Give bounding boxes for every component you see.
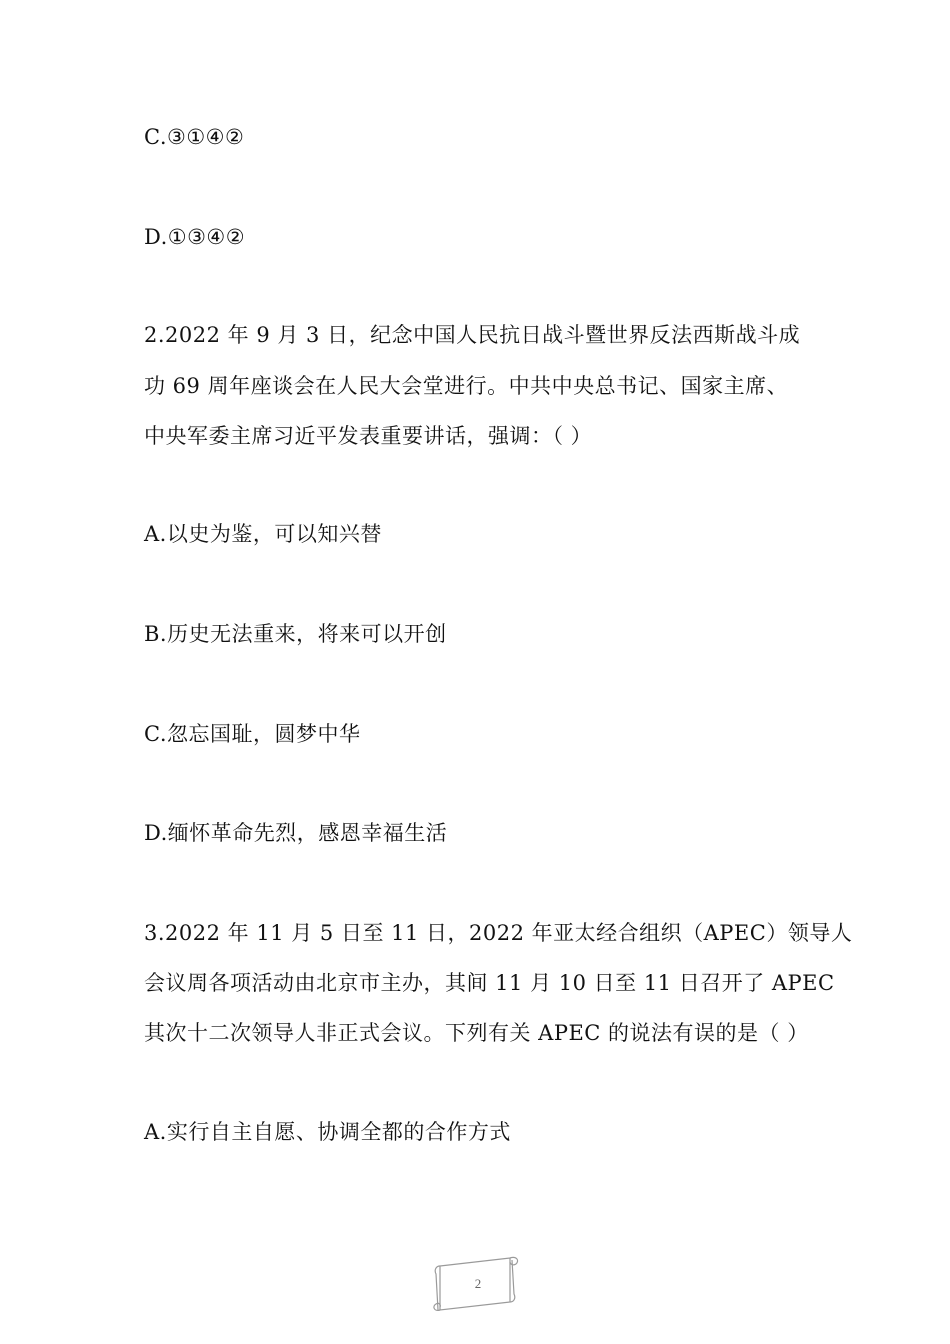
q1-option-c: C.③①④② [144, 125, 245, 149]
q2-option-c: C.忽忘国耻，圆梦中华 [144, 722, 361, 746]
q2-stem-line-1: 2.2022 年 9 月 3 日，纪念中国人民抗日战斗暨世界反法西斯战斗成 [144, 323, 801, 347]
q2-option-d: D.缅怀革命先烈，感恩幸福生活 [144, 821, 448, 845]
q3-stem-line-2: 会议周各项活动由北京市主办，其间 11 月 10 日至 11 日召开了 APEC [144, 971, 835, 995]
q2-stem-line-2: 功 69 周年座谈会在人民大会堂进行。中共中央总书记、国家主席、 [144, 374, 789, 398]
q3-option-a: A.实行自主自愿、协调全都的合作方式 [144, 1120, 511, 1144]
q2-stem-line-3: 中央军委主席习近平发表重要讲话，强调：（ ） [144, 424, 593, 448]
q3-stem-line-3: 其次十二次领导人非正式会议。下列有关 APEC 的说法有误的是（ ） [144, 1021, 809, 1045]
q1-option-d: D.①③④② [144, 225, 246, 249]
page-footer [430, 1252, 522, 1316]
page-number: 2 [474, 1276, 482, 1291]
q2-option-a: A.以史为鉴，可以知兴替 [144, 522, 382, 546]
q3-stem-line-1: 3.2022 年 11 月 5 日至 11 日，2022 年亚太经合组织（APEC）领导人 [144, 921, 853, 945]
q2-option-b: B.历史无法重来，将来可以开创 [144, 622, 447, 646]
